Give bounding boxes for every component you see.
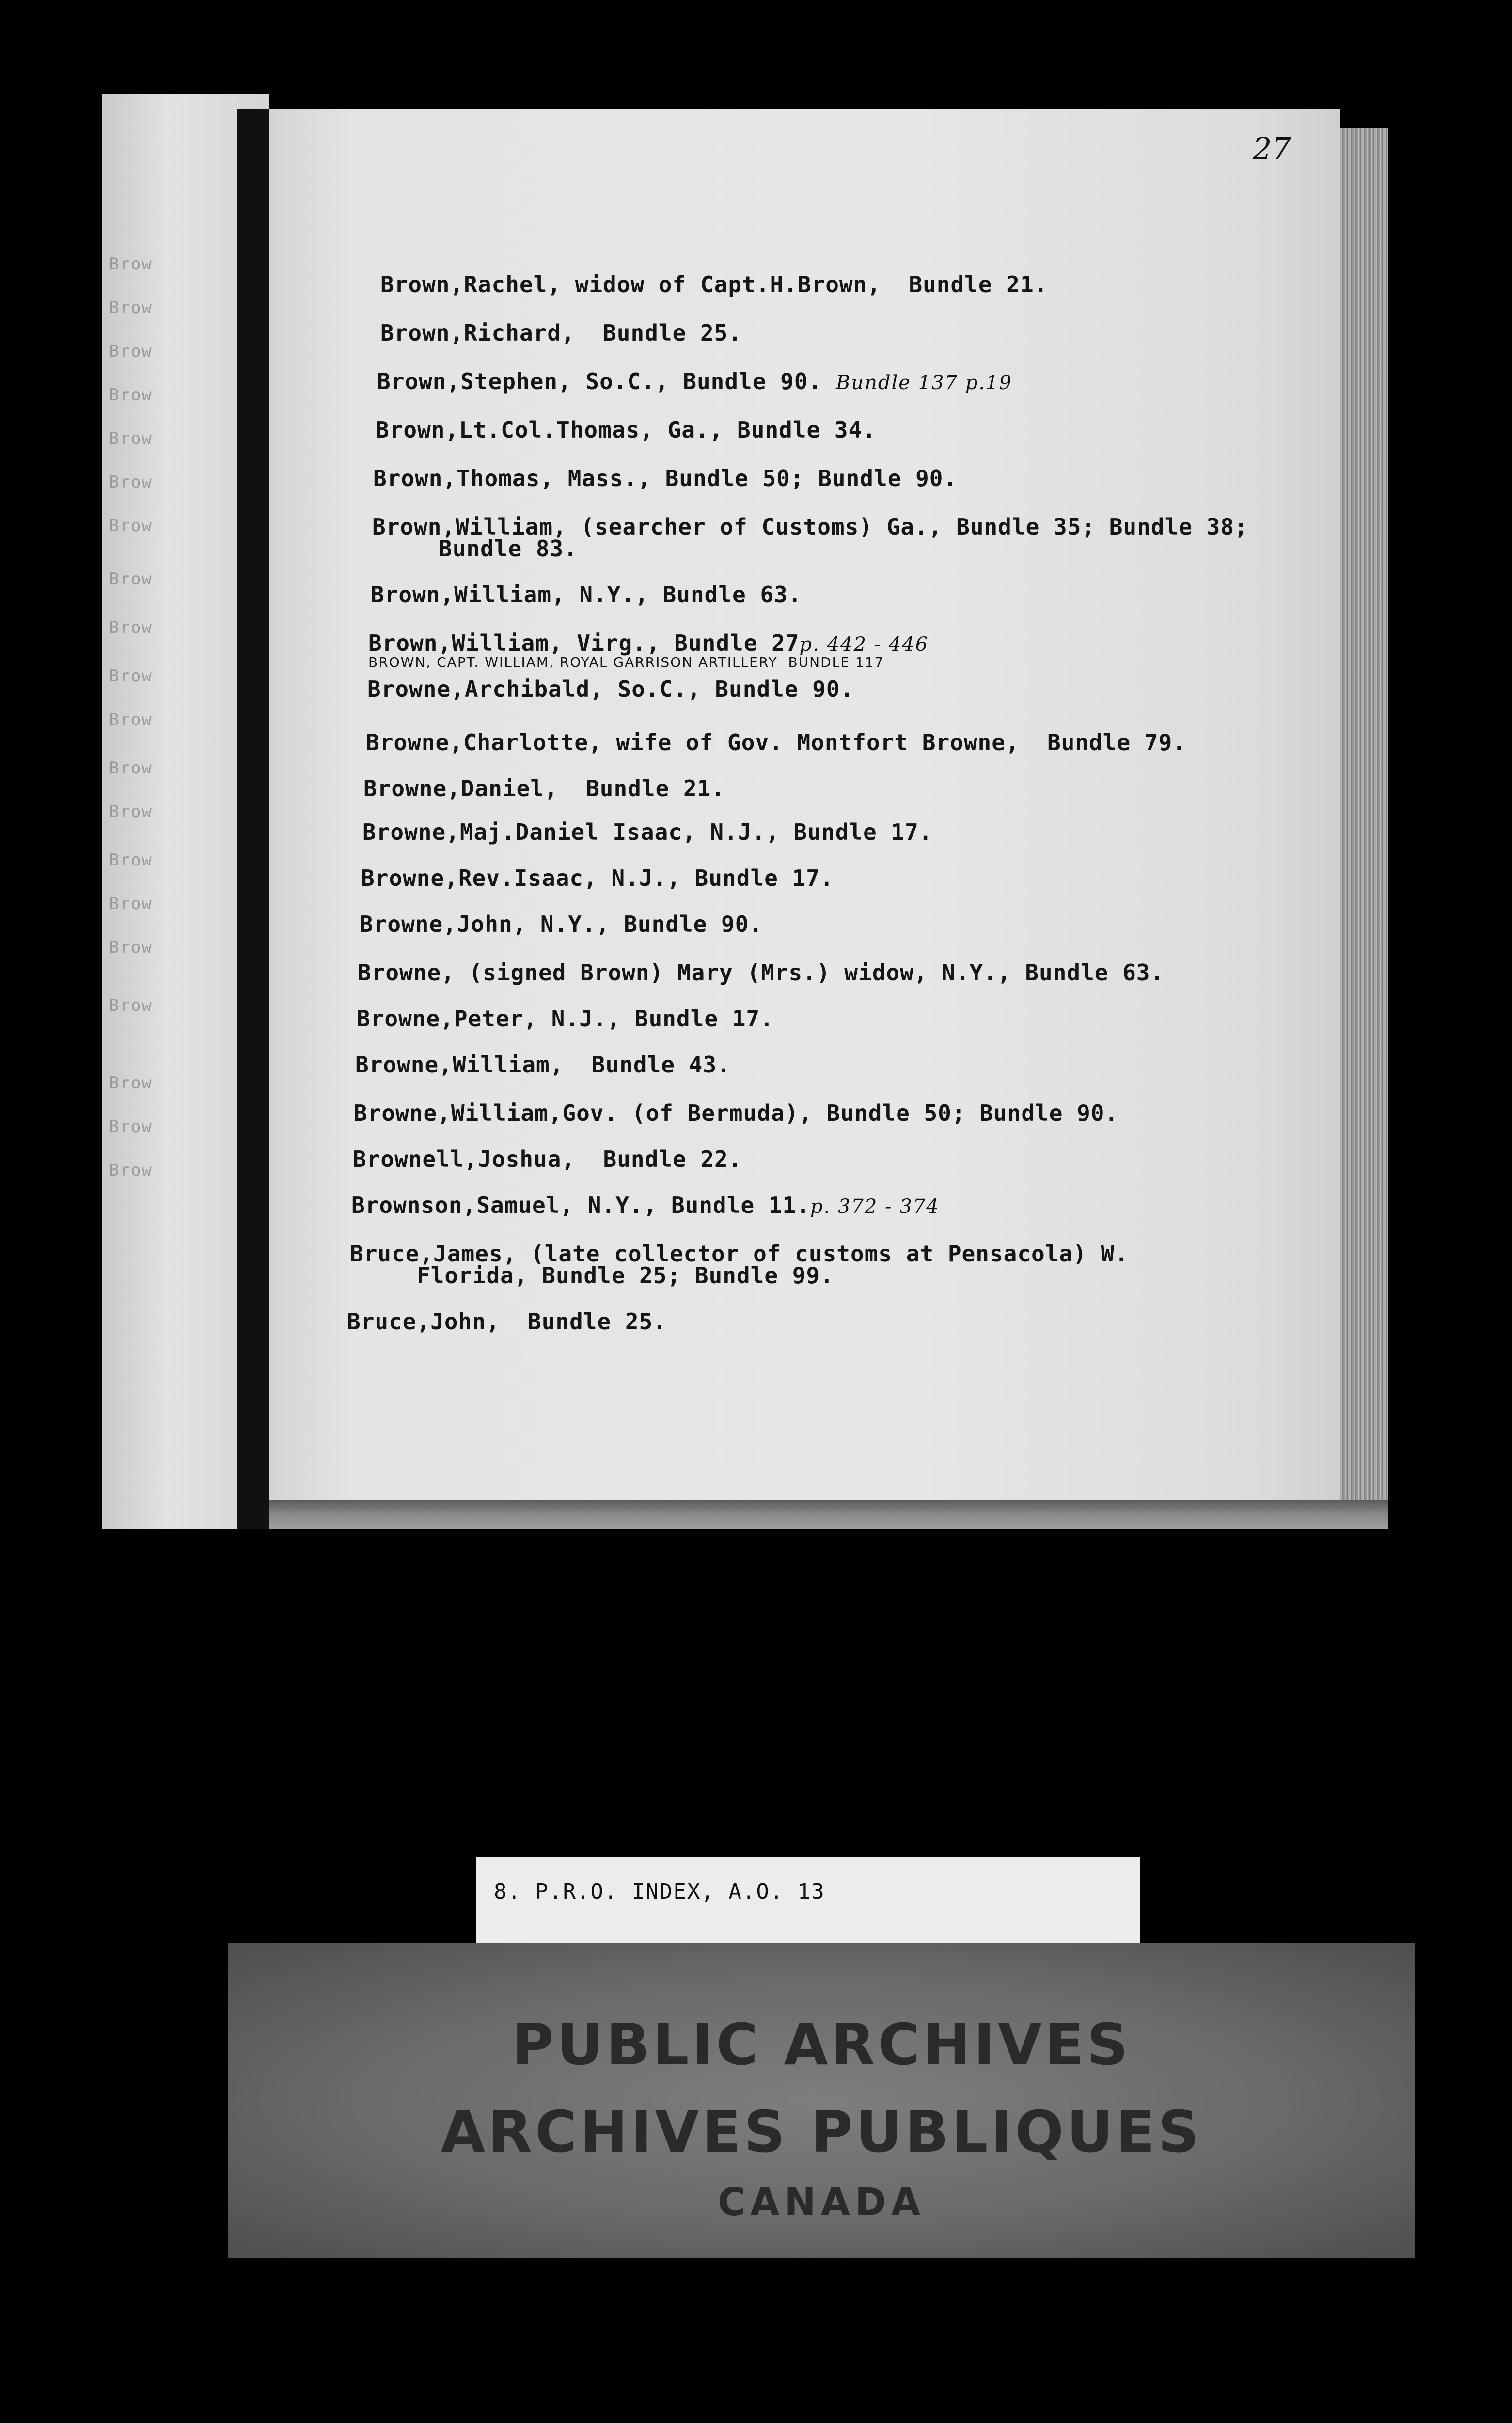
index-entry: Brown,William, (searcher of Customs) Ga., Bundle 35; Bundle 38; <box>372 514 1248 540</box>
reel-caption <box>476 1857 1140 1944</box>
left-page-fragment: Brow <box>109 938 153 957</box>
index-entry: Brown,Lt.Col.Thomas, Ga., Bundle 34. <box>376 417 876 443</box>
plate-line-country: CANADA <box>717 2181 926 2224</box>
left-page-fragment: Brow <box>109 850 153 870</box>
index-entry <box>377 368 1012 394</box>
left-page-fragment: Brow <box>109 996 153 1015</box>
index-entry: Brown,Richard, Bundle 25. <box>380 320 742 346</box>
handwritten-note: p. 442 - 446 <box>799 633 929 656</box>
left-page-fragment: Brow <box>109 385 153 405</box>
entry-text: Brown,William, Virg., Bundle 27 <box>368 630 800 656</box>
left-page-fragment: Brow <box>109 666 153 686</box>
left-page-fragment: Brow <box>109 516 153 535</box>
index-entry: Brown,Thomas, Mass., Bundle 50; Bundle 90. <box>373 465 958 491</box>
handwritten-note: Bundle 137 p.19 <box>835 372 1012 394</box>
index-entry: Brownell,Joshua, Bundle 22. <box>353 1146 742 1172</box>
entry-continuation: Florida, Bundle 25; Bundle 99. <box>417 1262 834 1289</box>
page-edge-stack <box>1340 128 1388 1524</box>
index-entry: Browne,William,Gov. (of Bermuda), Bundle 50; Bundle 90. <box>354 1100 1119 1126</box>
left-page-fragment: Brow <box>109 802 153 821</box>
page-number: 27 <box>1253 131 1291 166</box>
index-entry: Browne,Maj.Daniel Isaac, N.J., Bundle 17. <box>362 819 933 845</box>
plate-line-english: PUBLIC ARCHIVES <box>512 2011 1131 2078</box>
left-page-fragment: Brow <box>109 254 153 274</box>
index-entry: Browne,John, N.Y., Bundle 90. <box>360 911 763 937</box>
handwritten-insertion: BROWN, CAPT. WILLIAM, ROYAL GARRISON ARTILLERY BUNDLE 117 <box>368 654 884 670</box>
entry-text: Brown,Stephen, So.C., Bundle 90. <box>377 368 822 394</box>
index-entry: Brown,William, N.Y., Bundle 63. <box>371 582 802 608</box>
index-entry: Browne,Peter, N.J., Bundle 17. <box>357 1006 774 1032</box>
left-page-fragment: Brow <box>109 1161 153 1180</box>
left-page-fragment: Brow <box>109 758 153 778</box>
index-entry: Browne,Archibald, So.C., Bundle 90. <box>367 676 854 702</box>
left-page-fragment: Brow <box>109 298 153 317</box>
left-page-fragment: Brow <box>109 342 153 361</box>
index-entry: Browne,Daniel, Bundle 21. <box>363 775 725 802</box>
book-binding <box>237 109 271 1529</box>
left-page-fragment: Brow <box>109 569 153 589</box>
caption-text: 8. P.R.O. INDEX, A.O. 13 <box>494 1879 825 1904</box>
index-entry: Browne, (signed Brown) Mary (Mrs.) widow, N.Y., Bundle 63. <box>358 960 1165 986</box>
left-page-fragment: Brow <box>109 618 153 637</box>
index-entry: Browne,William, Bundle 43. <box>355 1052 731 1078</box>
index-entry <box>368 630 929 656</box>
left-page-fragment: Brow <box>109 710 153 729</box>
index-entry: Bruce,John, Bundle 25. <box>347 1308 667 1335</box>
page-bottom-shadow <box>269 1500 1388 1529</box>
left-page-fragment: Brow <box>109 1073 153 1093</box>
index-entry: Brown,Rachel, widow of Capt.H.Brown, Bundle 21. <box>380 271 1048 298</box>
index-entry: Bruce,James, (late collector of customs at Pensacola) W. <box>350 1241 1129 1267</box>
entry-continuation: Bundle 83. <box>439 535 578 562</box>
plate-line-french: ARCHIVES PUBLIQUES <box>441 2098 1202 2165</box>
left-page-fragment: Brow <box>109 429 153 448</box>
entry-text: Brownson,Samuel, N.Y., Bundle 11. <box>351 1192 810 1218</box>
index-entry: Browne,Rev.Isaac, N.J., Bundle 17. <box>361 865 834 891</box>
left-page-fragment: Brow <box>109 472 153 492</box>
handwritten-note: p. 372 - 374 <box>810 1196 940 1218</box>
left-page-fragment: Brow <box>109 1117 153 1136</box>
archive-plate <box>228 1943 1415 2258</box>
index-page <box>269 109 1340 1500</box>
index-entry: Browne,Charlotte, wife of Gov. Montfort Browne, Bundle 79. <box>366 729 1186 755</box>
index-entry <box>351 1192 940 1218</box>
left-page-fragment: Brow <box>109 894 153 913</box>
